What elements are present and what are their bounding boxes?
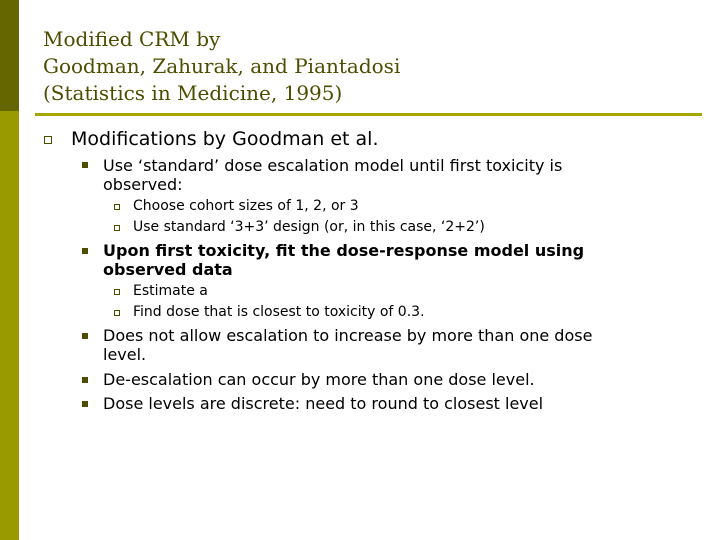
- title-divider: [35, 113, 702, 116]
- list-item-line: level.: [103, 345, 147, 364]
- list-item-line: Use ‘standard’ dose escalation model until first toxicity is: [103, 156, 563, 175]
- sidebar-accent-dark: [0, 0, 19, 111]
- sub-list-item: Use standard ‘3+3’ design (or, in this case, ‘2+2’): [133, 219, 485, 235]
- square-bullet-icon: [82, 248, 88, 254]
- title-line: (Statistics in Medicine, 1995): [43, 81, 343, 105]
- sub-list-item: Estimate a: [133, 283, 208, 299]
- list-item: [103, 370, 663, 389]
- hollow-square-bullet-icon: [114, 289, 120, 295]
- list-item: [103, 394, 663, 413]
- list-item-line: observed data: [103, 260, 233, 279]
- list-item-line: Dose levels are discrete: need to round to closest level: [103, 394, 544, 413]
- list-item-line: Upon first toxicity, fit the dose-response model using: [103, 241, 585, 260]
- hollow-square-bullet-icon: [114, 204, 120, 210]
- list-item-line: De-escalation can occur by more than one dose level.: [103, 370, 535, 389]
- square-bullet-icon: [82, 377, 88, 383]
- square-bullet-icon: [82, 401, 88, 407]
- title-line: Modified CRM by: [43, 27, 221, 51]
- list-item: [103, 156, 663, 194]
- list-item: [103, 241, 663, 279]
- list-item: [103, 326, 663, 364]
- square-bullet-icon: [82, 162, 88, 168]
- sidebar-accent-light: [0, 111, 19, 540]
- title-line: Goodman, Zahurak, and Piantadosi: [43, 54, 401, 78]
- slide-title: [43, 26, 703, 107]
- hollow-square-bullet-icon: [114, 225, 120, 231]
- square-bullet-icon: [82, 333, 88, 339]
- sub-list-item: Find dose that is closest to toxicity of 0.3.: [133, 304, 425, 320]
- list-item-line: observed:: [103, 175, 183, 194]
- list-item-line: Does not allow escalation to increase by more than one dose: [103, 326, 593, 345]
- section-heading: Modifications by Goodman et al.: [71, 128, 379, 150]
- hollow-square-bullet-icon: [44, 136, 52, 144]
- hollow-square-bullet-icon: [114, 310, 120, 316]
- sub-list-item: Choose cohort sizes of 1, 2, or 3: [133, 198, 359, 214]
